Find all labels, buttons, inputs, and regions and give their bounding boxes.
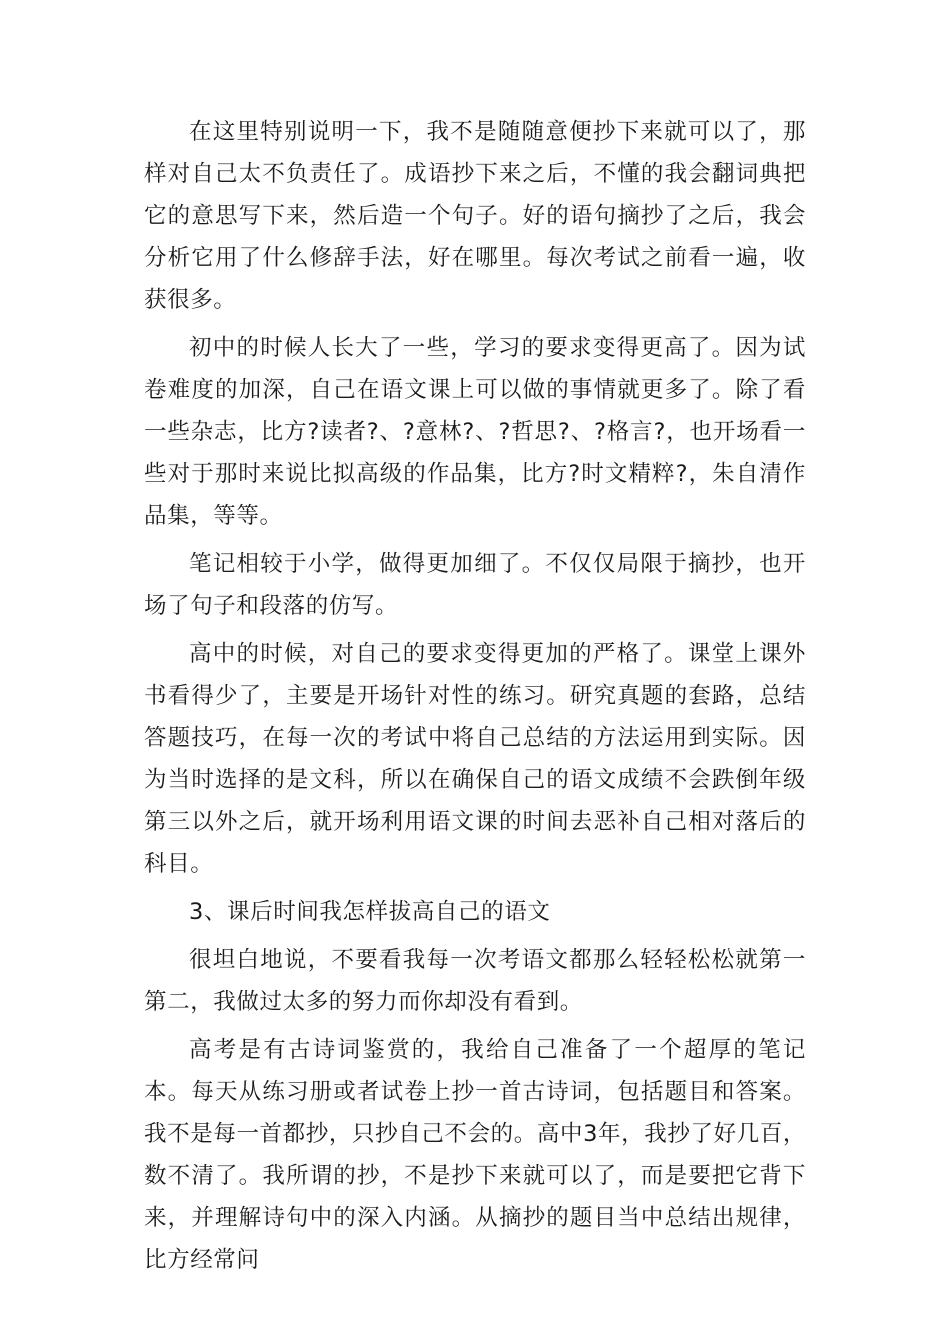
paragraph-5: 很坦白地说，不要看我每一次考语文都那么轻轻松松就第一第二，我做过太多的努力而你却没有看到。 bbox=[144, 947, 806, 1015]
paragraph-2: 初中的时候人长大了一些，学习的要求变得更高了。因为试卷难度的加深，自己在语文课上可以做的事情就更多了。除了看一些杂志，比方?读者?、?意林?、?哲思?、?格言?，也开场看一些对于那时来说比拟高级的作品集，比方?时文精粹?，朱自清作品集，等等。 bbox=[144, 335, 806, 529]
paragraph-3: 笔记相较于小学，做得更加细了。不仅仅局限于摘抄，也开场了句子和段落的仿写。 bbox=[144, 551, 806, 619]
paragraph-6: 高考是有古诗词鉴赏的，我给自己准备了一个超厚的笔记本。每天从练习册或者试卷上抄一首古诗词，包括题目和答案。我不是每一首都抄，只抄自己不会的。高中3年，我抄了好几百，数不清了。我所谓的抄，不是抄下来就可以了，而是要把它背下来，并理解诗句中的深入内涵。从摘抄的题目当中总结出规律，比方经常问 bbox=[144, 1037, 806, 1273]
section-heading: 3、课后时间我怎样拔高自己的语文 bbox=[189, 899, 551, 925]
paragraph-1: 在这里特别说明一下，我不是随随意便抄下来就可以了，那样对自己太不负责任了。成语抄下来之后，不懂的我会翻词典把它的意思写下来，然后造一个句子。好的语句摘抄了之后，我会分析它用了什么修辞手法，好在哪里。每次考试之前看一遍，收获很多。 bbox=[144, 119, 806, 313]
paragraph-4: 高中的时候，对自己的要求变得更加的严格了。课堂上课外书看得少了，主要是开场针对性的练习。研究真题的套路，总结答题技巧，在每一次的考试中将自己总结的方法运用到实际。因为当时选择的是文科，所以在确保自己的语文成绩不会跌倒年级第三以外之后，就开场利用语文课的时间去恶补自己相对落后的科目。 bbox=[144, 641, 806, 877]
document-page bbox=[144, 111, 806, 1287]
